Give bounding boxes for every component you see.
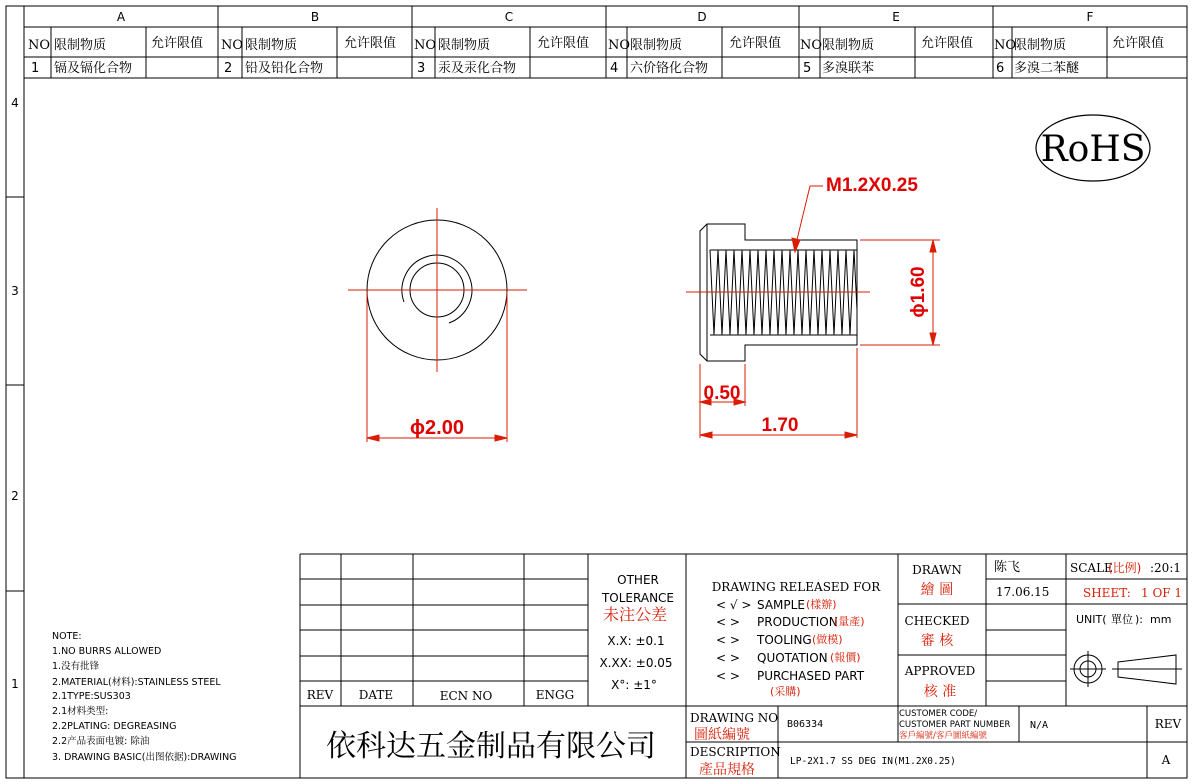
- header-limit: 允许限值: [537, 36, 590, 51]
- release-option-label: QUOTATION: [757, 651, 828, 665]
- revision-table-header: [307, 688, 574, 703]
- row-label: 3: [11, 284, 19, 298]
- approved-label: APPROVED: [904, 664, 976, 678]
- rohs-label: RoHS: [1040, 129, 1146, 170]
- header-no: NO: [28, 38, 51, 53]
- header-substance: 限制物质: [1014, 38, 1067, 53]
- release-option-purchased-part: [716, 669, 865, 698]
- unit-label: UNIT(: [1076, 613, 1107, 626]
- row-label: 4: [11, 96, 19, 110]
- checked-label-cn: 審 核: [920, 633, 954, 649]
- tolerance-angle: X°: ±1°: [611, 678, 657, 692]
- tolerance-x-xx: X.XX: ±0.05: [599, 656, 673, 670]
- note-line: 2.MATERIAL(材料):STAINLESS STEEL: [52, 677, 221, 688]
- release-block: [712, 580, 882, 698]
- row-label: 2: [11, 489, 19, 503]
- header-no: NO: [221, 38, 244, 53]
- header-substance: 限制物质: [54, 38, 107, 53]
- unit-label-cn: 單位: [1111, 613, 1133, 626]
- header-limit: 允许限值: [1112, 36, 1165, 51]
- rohs-mark: [1036, 115, 1150, 181]
- release-option-cn: (報價): [830, 651, 861, 664]
- drawing-no-value: B06334: [787, 719, 824, 730]
- drawn-label-cn: 繪 圖: [920, 582, 954, 598]
- customer-label-cn: 客戶編號/客戶圖紙編號: [899, 731, 987, 741]
- header-no: NO: [414, 38, 437, 53]
- header-substance: 限制物质: [822, 38, 875, 53]
- projection-symbol-icon: [1070, 651, 1182, 687]
- checkbox-empty-icon: < >: [716, 633, 740, 647]
- item-no: 4: [610, 61, 619, 76]
- note-line: 2.2产品表面电镀: 除油: [52, 736, 150, 747]
- sheet-field: [1083, 586, 1182, 600]
- scale-value: :20:1: [1150, 561, 1181, 575]
- column-label: B: [310, 10, 320, 24]
- header-no: NO: [994, 38, 1017, 53]
- sheet-label: SHEET:: [1083, 586, 1131, 600]
- description-label-cn: 產品規格: [699, 762, 755, 778]
- header-limit: 允许限值: [729, 36, 782, 51]
- engg-header: ENGG: [535, 688, 575, 702]
- item-substance: 多溴二苯醚: [1014, 61, 1080, 76]
- column-label: A: [116, 10, 126, 24]
- release-option-tooling: [716, 632, 843, 647]
- header-limit: 允许限值: [921, 36, 974, 51]
- scale-label: SCALE: [1070, 561, 1113, 575]
- item-no: 2: [224, 61, 233, 76]
- thread-callout: M1.2X0.25: [826, 175, 918, 196]
- unit-field: [1076, 613, 1171, 626]
- note-line: 2.1TYPE:SUS303: [52, 691, 131, 702]
- frame-row-labels: [11, 96, 19, 691]
- head-diameter-dimension: ϕ1.60: [908, 266, 929, 318]
- unit-label-close: ):: [1135, 613, 1143, 626]
- release-option-production: [716, 615, 865, 629]
- note-line: 2.1材料类型:: [52, 706, 109, 717]
- column-label: C: [504, 10, 514, 24]
- date-header: DATE: [358, 688, 394, 702]
- checkbox-empty-icon: < >: [716, 669, 740, 683]
- item-no: 3: [417, 61, 426, 76]
- drawing-frame: [6, 6, 1187, 778]
- column-label: F: [1086, 10, 1094, 24]
- release-option-label: TOOLING: [757, 633, 812, 647]
- item-substance: 镉及镉化合物: [54, 61, 133, 76]
- row-label: 1: [11, 677, 19, 691]
- item-no: 6: [996, 61, 1005, 76]
- rev-header: REV: [306, 688, 334, 702]
- description-value: LP-2X1.7 SS DEG IN(M1.2X0.25): [790, 756, 956, 767]
- drawing-no-label: DRAWING NO: [690, 711, 779, 725]
- drawn-date: 17.06.15: [996, 585, 1050, 599]
- header-substance: 限制物质: [630, 38, 683, 53]
- sheet-value: 1 OF 1: [1141, 586, 1183, 600]
- release-option-cn: (做模): [812, 633, 843, 646]
- rev-label: REV: [1154, 717, 1182, 731]
- release-option-label: SAMPLE: [757, 598, 805, 612]
- release-option-quotation: [716, 650, 861, 665]
- head-length-dimension: 0.50: [703, 383, 741, 404]
- approval-block: [904, 563, 976, 700]
- restricted-substances-table: [24, 27, 1187, 78]
- release-option-cn: (量產): [834, 615, 865, 628]
- drawing-no-label-cn: 圖紙編號: [694, 727, 750, 743]
- release-option-label: PRODUCTION: [757, 615, 838, 629]
- note-line: 3. DRAWING BASIC(出图依据):DRAWING: [52, 752, 237, 763]
- note-line: 1.NO BURRS ALLOWED: [52, 646, 162, 657]
- customer-label: CUSTOMER CODE/: [899, 709, 978, 719]
- release-title: DRAWING RELEASED FOR: [711, 580, 881, 594]
- checkbox-checked-icon: < √ >: [716, 598, 752, 612]
- note-line: 2.2PLATING: DEGREASING: [52, 721, 177, 732]
- outer-diameter-dimension: ϕ2.00: [410, 417, 464, 439]
- column-label: E: [892, 10, 900, 24]
- item-substance: 汞及汞化合物: [438, 61, 517, 76]
- header-substance: 限制物质: [245, 38, 298, 53]
- drawn-by: 陈飞: [994, 560, 1021, 575]
- approved-label-cn: 核 准: [923, 684, 957, 700]
- rev-value: A: [1161, 753, 1171, 767]
- side-view: [686, 175, 940, 438]
- frame-column-labels: [117, 10, 1094, 24]
- item-substance: 多溴联苯: [822, 61, 875, 76]
- item-no: 5: [803, 61, 812, 76]
- release-option-cn: (采購): [770, 685, 801, 698]
- header-limit: 允许限值: [151, 36, 204, 51]
- item-no: 1: [31, 61, 40, 76]
- tolerance-x-x: X.X: ±0.1: [607, 634, 665, 648]
- header-substance: 限制物质: [438, 38, 491, 53]
- drawing-number-field: [690, 711, 823, 743]
- notes-block: [52, 631, 237, 763]
- tolerance-title: OTHER: [617, 573, 659, 587]
- scale-field: [1070, 560, 1181, 575]
- release-option-cn: (樣辦): [806, 598, 837, 611]
- unit-value: mm: [1150, 613, 1172, 626]
- tolerance-block: [599, 573, 674, 692]
- checkbox-empty-icon: < >: [716, 651, 740, 665]
- scale-label-cn: (比例): [1108, 561, 1142, 575]
- header-limit: 允许限值: [344, 36, 397, 51]
- item-substance: 铅及铅化合物: [245, 61, 324, 76]
- checked-label: CHECKED: [904, 614, 970, 628]
- tolerance-title-cn: 未注公差: [602, 605, 668, 624]
- customer-label: CUSTOMER PART NUMBER: [899, 720, 1011, 730]
- note-line: 1.没有批锋: [52, 661, 100, 672]
- total-length-dimension: 1.70: [761, 415, 799, 436]
- description-field: [690, 745, 956, 778]
- notes-title: NOTE:: [52, 631, 82, 642]
- release-option-sample: [716, 597, 837, 612]
- front-view: [348, 208, 527, 442]
- company-name: 依科达五金制品有限公司: [326, 729, 656, 764]
- checkbox-empty-icon: < >: [716, 615, 740, 629]
- drawn-label: DRAWN: [912, 563, 962, 577]
- customer-code-field: [899, 709, 1048, 741]
- tolerance-title: TOLERANCE: [601, 591, 675, 605]
- ecn-header: ECN NO: [439, 689, 493, 703]
- customer-value: N/A: [1030, 720, 1049, 731]
- item-substance: 六价铬化合物: [630, 61, 709, 76]
- header-no: NO: [800, 38, 823, 53]
- column-label: D: [697, 10, 707, 24]
- header-no: NO: [608, 38, 631, 53]
- description-label: DESCRIPTION: [690, 745, 781, 759]
- release-option-label: PURCHASED PART: [757, 669, 865, 683]
